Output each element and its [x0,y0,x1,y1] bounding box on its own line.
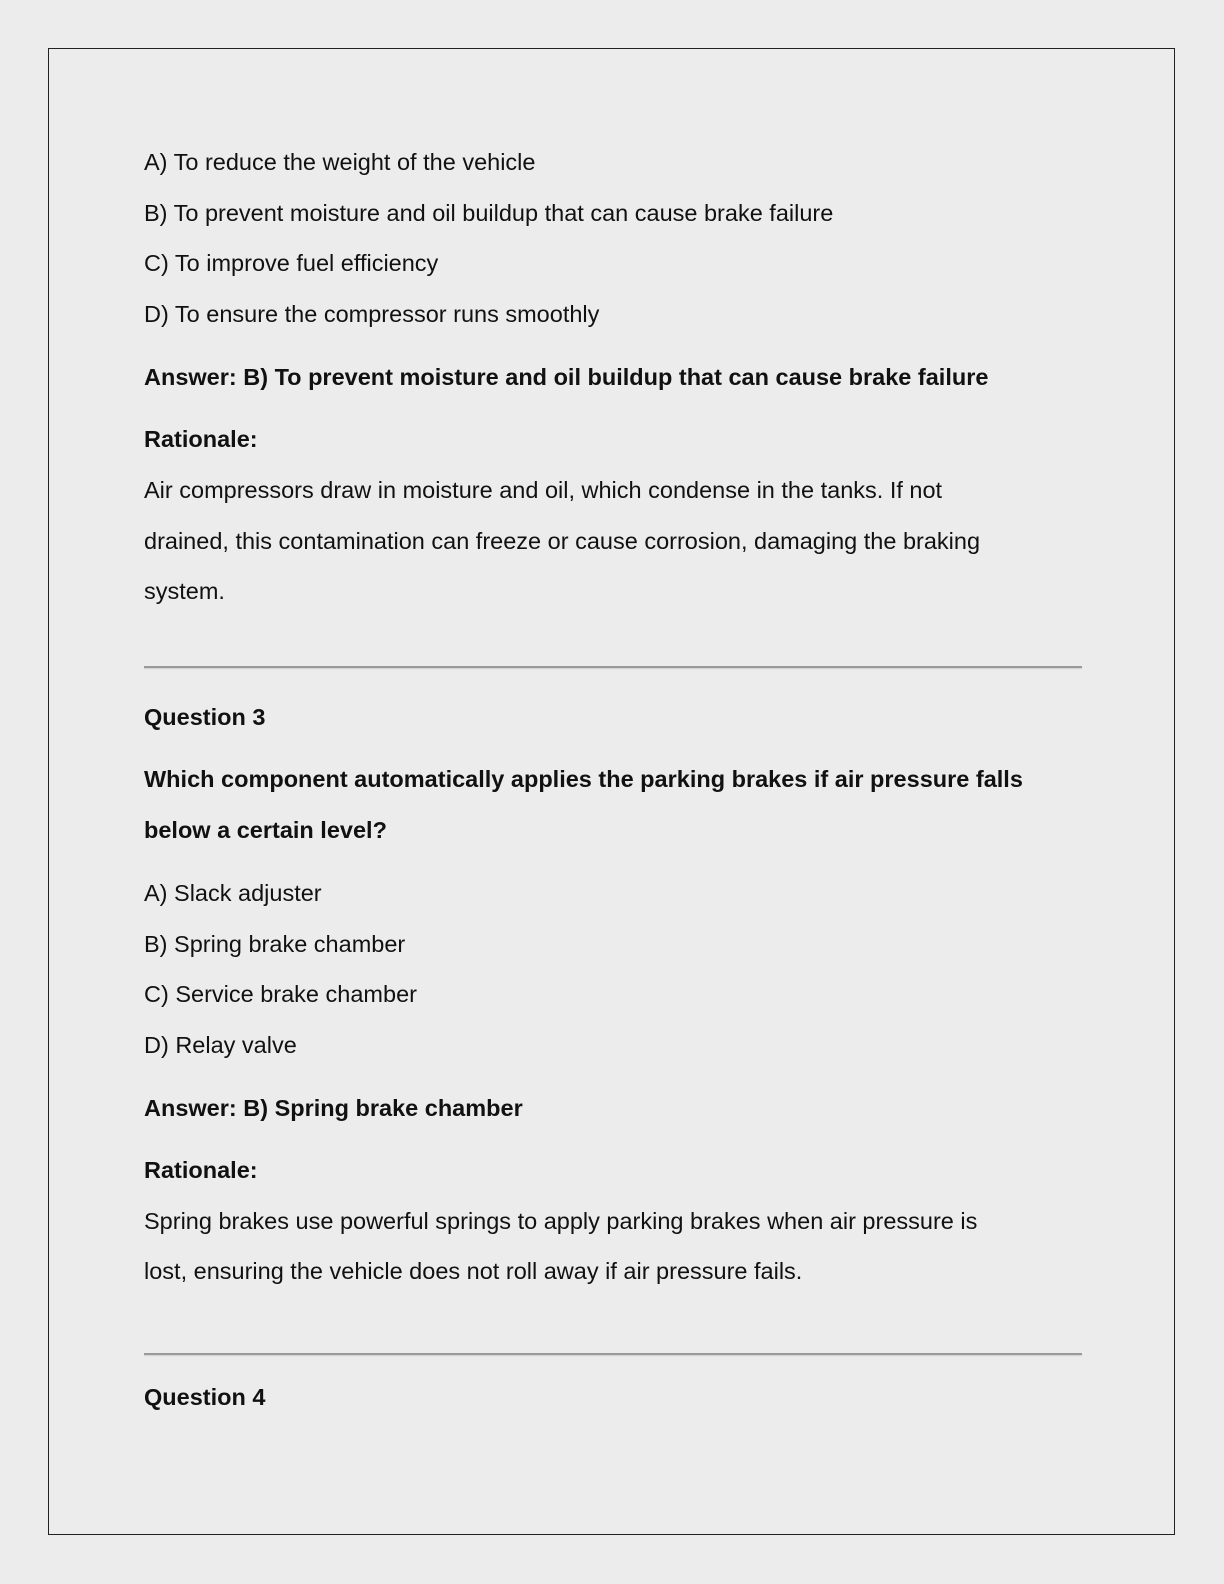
q2-rationale-line-2: drained, this contamination can freeze or cause corrosion, damaging the braking [144,528,981,554]
q3-heading: Question 3 [144,704,266,730]
q4-heading: Question 4 [144,1384,266,1410]
q2-option-d: D) To ensure the compressor runs smoothly [144,301,600,327]
q2-option-b: B) To prevent moisture and oil buildup that can cause brake failure [144,200,834,226]
q3-rationale-label: Rationale: [144,1157,258,1183]
q2-rationale-line-1: Air compressors draw in moisture and oil, which condense in the tanks. If not [144,477,943,503]
q3-question-line-2: below a certain level? [144,817,387,843]
q2-answer: Answer: B) To prevent moisture and oil buildup that can cause brake failure [144,364,989,390]
section-divider [144,1353,1082,1355]
q3-option-a: A) Slack adjuster [144,880,322,906]
q3-option-c: C) Service brake chamber [144,981,417,1007]
q2-rationale-line-3: system. [144,578,225,604]
section-divider [144,666,1082,668]
q2-option-a: A) To reduce the weight of the vehicle [144,149,536,175]
q3-answer: Answer: B) Spring brake chamber [144,1095,523,1121]
q3-rationale-line-2: lost, ensuring the vehicle does not roll away if air pressure fails. [144,1258,803,1284]
q3-option-b: B) Spring brake chamber [144,931,406,957]
q2-rationale-label: Rationale: [144,426,258,452]
q3-question-line-1: Which component automatically applies the parking brakes if air pressure falls [144,766,1023,792]
q3-option-d: D) Relay valve [144,1032,297,1058]
q3-rationale-line-1: Spring brakes use powerful springs to apply parking brakes when air pressure is [144,1208,978,1234]
q2-option-c: C) To improve fuel efficiency [144,250,439,276]
